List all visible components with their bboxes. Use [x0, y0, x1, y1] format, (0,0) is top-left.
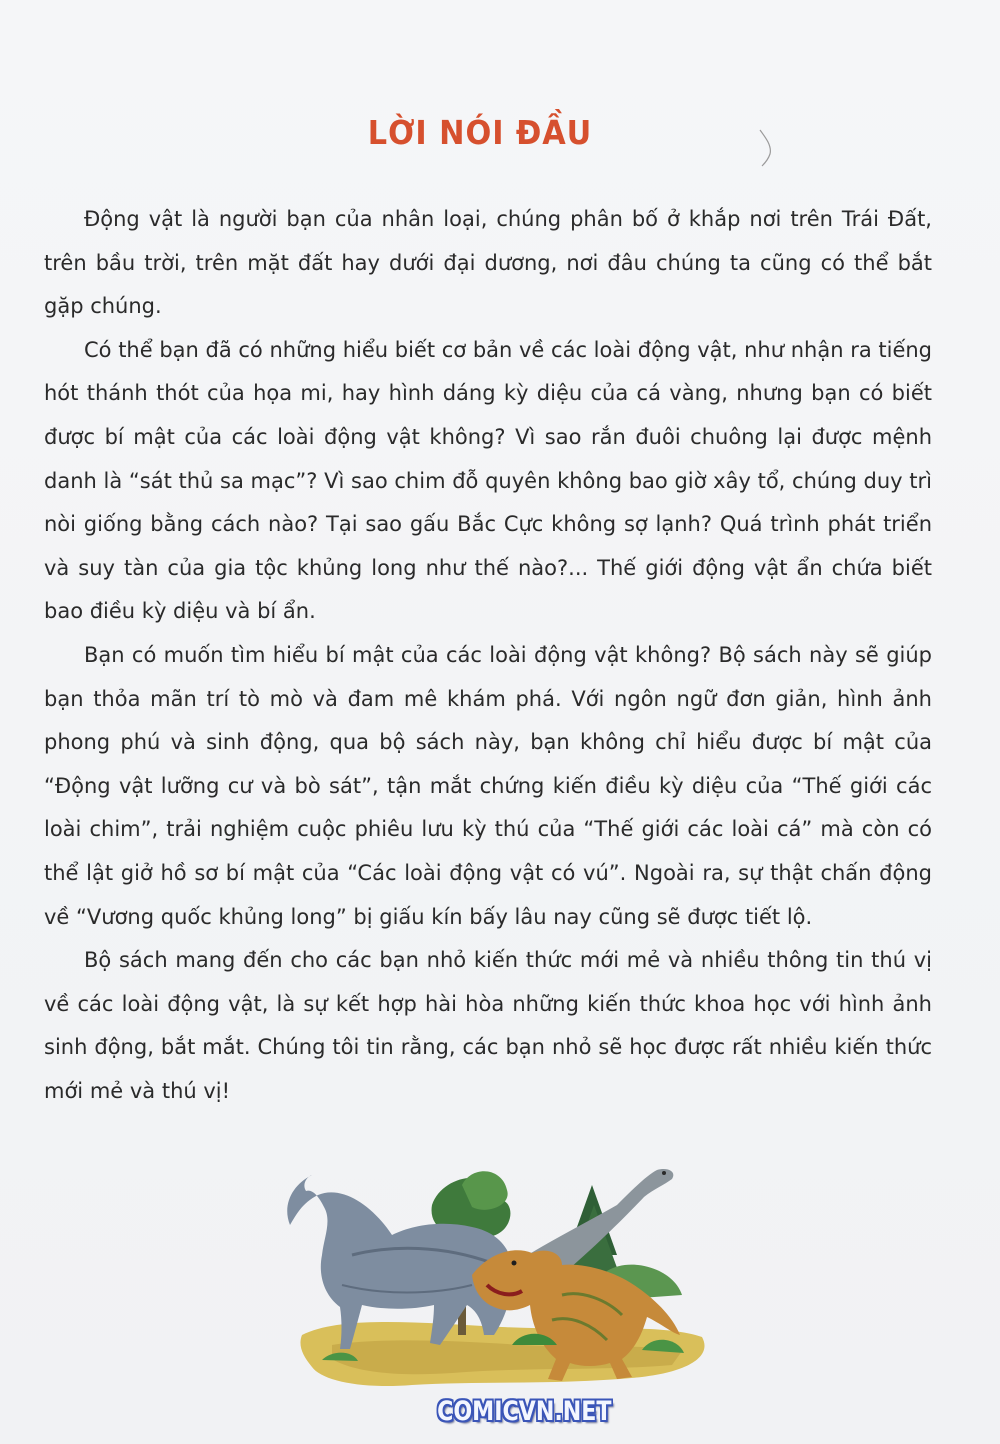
site-watermark: COMICVN.NET [437, 1396, 612, 1427]
paragraph-2: Có thể bạn đã có những hiểu biết cơ bản về các loài động vật, như nhận ra tiếng hót thánh thót của họa mi, hay hình dáng kỳ diệu của cá vàng, nhưng bạn có biết được bí mật của các loài động vật không? Vì sao rắn đuôi chuông lại được mệnh danh là “sát thủ sa mạc”? Vì sao chim đỗ quyên không bao giờ xây tổ, chúng duy trì nòi giống bằng cách nào? Tại sao gấu Bắc Cực không sợ lạnh? Quá trình phát triển và suy tàn của gia tộc khủng long như thế nào?... Thế giới động vật ẩn chứa biết bao điều kỳ diệu và bí ẩn. [44, 337, 932, 624]
dinosaur-illustration [262, 1145, 742, 1405]
paragraph-3: Bạn có muốn tìm hiểu bí mật của các loài động vật không? Bộ sách này sẽ giúp bạn thỏa mãn trí tò mò và đam mê khám phá. Với ngôn ngữ đơn giản, hình ảnh phong phú và sinh động, qua bộ sách này, bạn không chỉ hiểu được bí mật của “Động vật lưỡng cư và bò sát”, tận mắt chứng kiến điều kỳ diệu của “Thế giới các loài chim”, trải nghiệm cuộc phiêu lưu kỳ thú của “Thế giới các loài cá” mà còn có thể lật giở hồ sơ bí mật của “Các loài động vật có vú”. Ngoài ra, sự thật chấn động về “Vương quốc khủng long” bị giấu kín bấy lâu nay cũng sẽ được tiết lộ. [44, 642, 932, 929]
pencil-mark-icon [758, 128, 774, 168]
preface-body [44, 198, 932, 1113]
paragraph-1: Động vật là người bạn của nhân loại, chúng phân bố ở khắp nơi trên Trái Đất, trên bầu trời, trên mặt đất hay dưới đại dương, nơi đâu chúng ta cũng có thể bắt gặp chúng. [44, 207, 932, 319]
paragraph-4: Bộ sách mang đến cho các bạn nhỏ kiến thức mới mẻ và nhiều thông tin thú vị về các loài động vật, là sự kết hợp hài hòa những kiến thức khoa học với hình ảnh sinh động, bắt mắt. Chúng tôi tin rằng, các bạn nhỏ sẽ học được rất nhiều kiến thức mới mẻ và thú vị! [44, 948, 932, 1103]
page-title: LỜI NÓI ĐẦU [367, 113, 593, 152]
